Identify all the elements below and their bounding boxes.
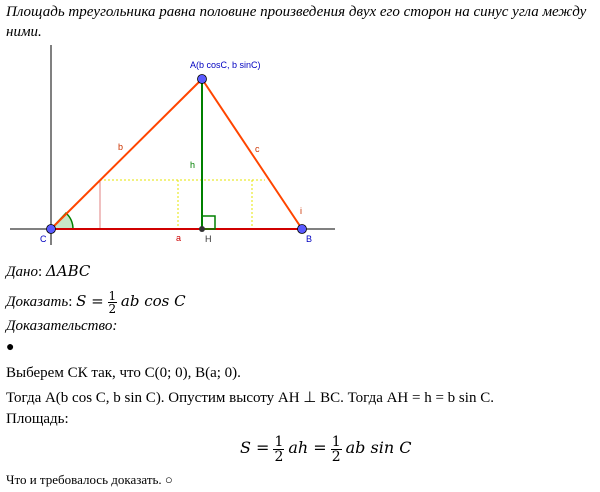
- side-c: [202, 79, 302, 229]
- label-c: c: [255, 144, 260, 154]
- label-point-b: B: [306, 234, 313, 244]
- given-label: Дано: [6, 264, 38, 280]
- label-point-c: C: [40, 234, 47, 244]
- point-a: [198, 75, 207, 84]
- point-b: [298, 225, 307, 234]
- conclusion: Что и требовалось доказать. ○: [6, 472, 173, 487]
- point-c: [47, 225, 56, 234]
- proof-line-2: Тогда A(b cos C, b sin C). Опустим высоту AH ⊥ BC. Тогда AH = h = b sin C.: [6, 390, 494, 406]
- side-b: [51, 79, 202, 229]
- area-formula: S = $\frac{1}{2}$ ah = $\frac{1}{2}$ ab sin C: [240, 433, 412, 465]
- theorem-statement: Площадь треугольника равна половине произведения двух его сторон на синус угла между ними.: [6, 4, 587, 40]
- given-value: ΔABC: [45, 262, 91, 280]
- area-label: Площадь:: [6, 411, 69, 427]
- prove-line: Доказать: S = $\frac{1}{2}$ ab cos C: [6, 289, 186, 317]
- label-point-h: H: [205, 234, 212, 244]
- label-point-a: A(b cosC, b sinC): [190, 60, 261, 70]
- prove-label: Доказать: [6, 294, 69, 310]
- label-b: b: [118, 142, 124, 152]
- prove-lhs: S =: [76, 292, 104, 310]
- proof-line-1: Выберем СК так, что C(0; 0), B(a; 0).: [6, 365, 241, 381]
- label-h: h: [190, 160, 196, 170]
- prove-rhs: ab cos C: [120, 292, 186, 310]
- prove-fraction: $\frac{1}{2}$: [108, 289, 117, 317]
- given-line: Дано: ΔABC: [6, 262, 91, 280]
- bullet: ●: [6, 340, 15, 355]
- label-a: a: [176, 233, 182, 243]
- proof-label: Доказательство:: [6, 318, 118, 334]
- label-i: i: [300, 206, 302, 216]
- point-h: [199, 226, 205, 232]
